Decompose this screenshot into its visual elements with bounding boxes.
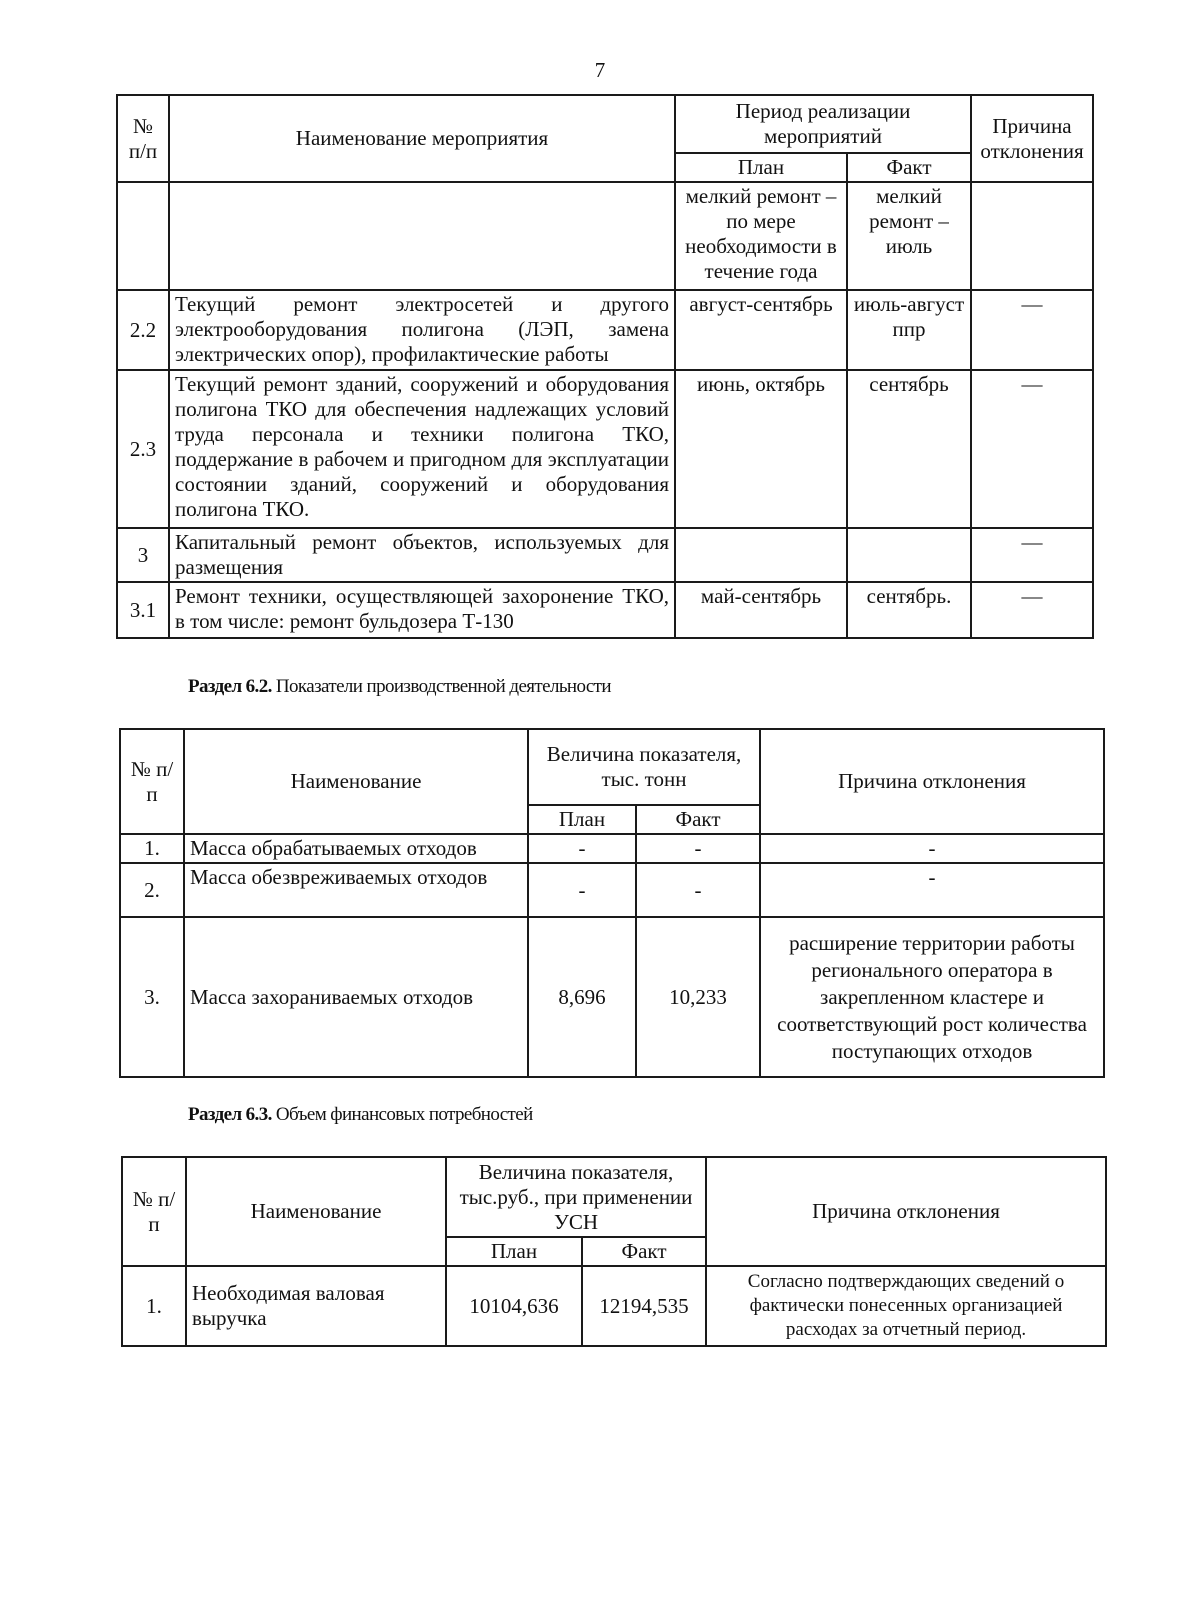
section-6-2-text: Показатели производственной деятельности xyxy=(271,676,611,697)
table-row: 2.2 Текущий ремонт электросетей и другого электрооборудования полигона (ЛЭП, замена электрических опор), профилактические работы август-сентябрь июль-август ппр — xyxy=(117,290,1093,370)
finance-table xyxy=(121,1156,1107,1347)
header-reason: Причина отклонения xyxy=(760,729,1104,834)
header-period: Период реализации мероприятий xyxy=(675,95,971,153)
header-name: Наименование xyxy=(186,1157,446,1266)
header-plan: План xyxy=(675,153,847,182)
section-6-2-label: Раздел 6.2. xyxy=(188,676,272,697)
header-num: № п/п xyxy=(117,95,169,182)
header-value: Величина показателя, тыс.руб., при применении УСН xyxy=(446,1157,706,1237)
events-table xyxy=(116,94,1094,639)
production-table xyxy=(119,728,1105,1078)
page-number: 7 xyxy=(594,58,606,82)
section-6-3-text: Объем финансовых потребностей xyxy=(271,1104,533,1125)
header-name: Наименование мероприятия xyxy=(169,95,675,182)
header-reason: Причина отклонения xyxy=(706,1157,1106,1266)
header-plan: План xyxy=(446,1237,582,1266)
header-fact: Факт xyxy=(636,805,760,834)
header-num: № п/п xyxy=(122,1157,186,1266)
table-row: 3 Капитальный ремонт объектов, используемых для размещения — xyxy=(117,528,1093,582)
table-row: 1. Масса обрабатываемых отходов - - - xyxy=(120,834,1104,863)
section-6-3-label: Раздел 6.3. xyxy=(188,1104,272,1125)
table-row: мелкий ремонт – по мере необходимости в течение года мелкий ремонт – июль xyxy=(117,182,1093,290)
section-6-3-title xyxy=(188,1104,533,1126)
header-reason: Причина отклонения xyxy=(971,95,1093,182)
table-row: 2. Масса обезвреживаемых отходов - - - xyxy=(120,863,1104,917)
section-6-2-title xyxy=(188,676,611,698)
table-row: 3.1 Ремонт техники, осуществляющей захоронение ТКО, в том числе: ремонт бульдозера Т-130 май-сентябрь сентябрь. — xyxy=(117,582,1093,638)
table-row: 1. Необходимая валовая выручка 10104,636 12194,535 Согласно подтверждающих сведений о фактически понесенных организацией расходах за отчетный период. xyxy=(122,1266,1106,1346)
header-value: Величина показателя, тыс. тонн xyxy=(528,729,760,805)
header-fact: Факт xyxy=(847,153,971,182)
header-plan: План xyxy=(528,805,636,834)
header-name: Наименование xyxy=(184,729,528,834)
header-fact: Факт xyxy=(582,1237,706,1266)
header-num: № п/п xyxy=(120,729,184,834)
table-row: 2.3 Текущий ремонт зданий, сооружений и оборудования полигона ТКО для обеспечения надлежащих условий труда персонала и техники полигона ТКО, поддержание в рабочем и пригодном для эксплуатации состоянии зданий, сооружений и оборудования полигона ТКО. июнь, октябрь сентябрь — xyxy=(117,370,1093,528)
table-row: 3. Масса захораниваемых отходов 8,696 10,233 расширение территории работы регионального оператора в закрепленном кластере и соответствующий рост количества поступающих отходов xyxy=(120,917,1104,1077)
